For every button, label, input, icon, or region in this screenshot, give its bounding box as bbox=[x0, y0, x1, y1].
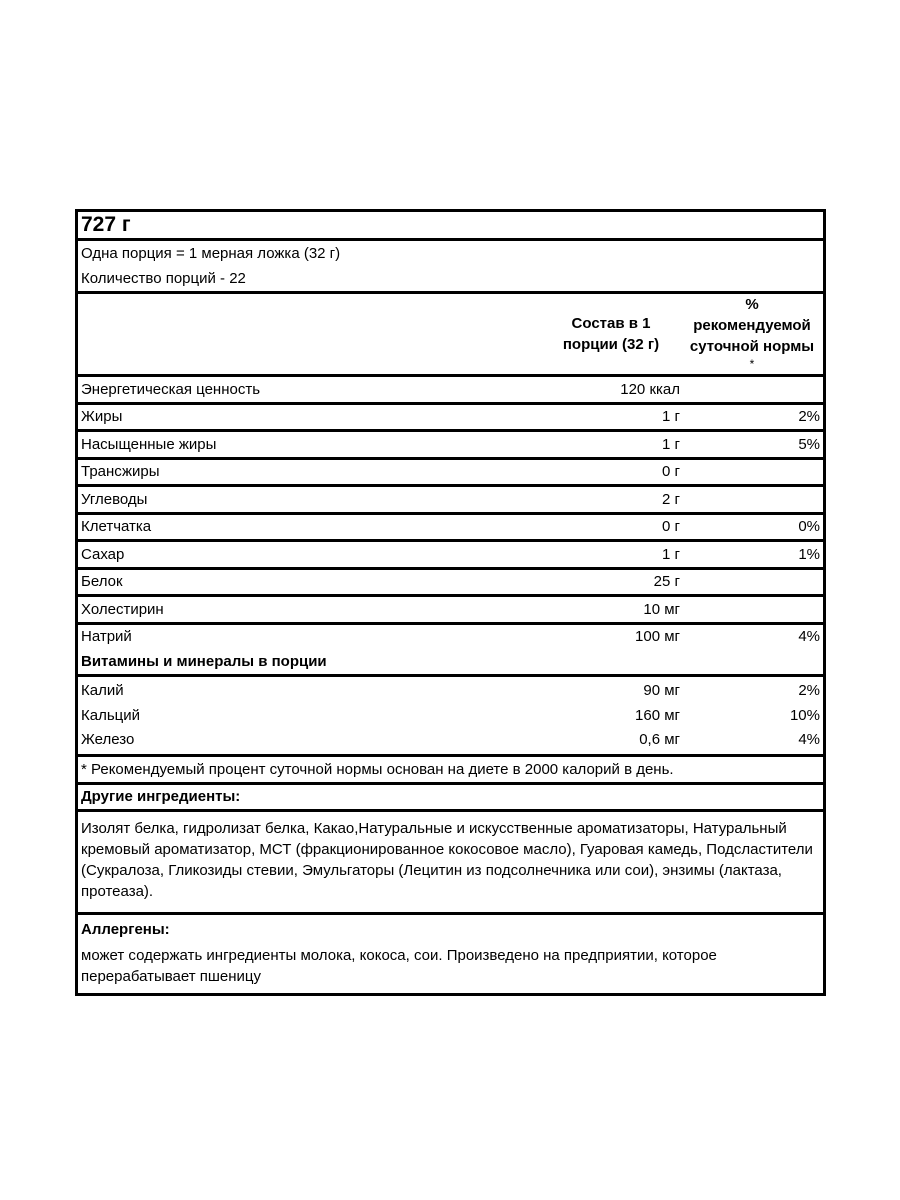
vitamins-title-text: Витамины и минералы в порции bbox=[81, 652, 327, 670]
header-pct-sign: % bbox=[745, 296, 759, 313]
net-weight: 727 г bbox=[78, 212, 823, 241]
table-row bbox=[78, 728, 823, 753]
nutrient-value: 0 г bbox=[662, 518, 680, 536]
header-per-serving: Состав в 1 порции (32 г) bbox=[562, 315, 660, 353]
nutrient-name: Жиры bbox=[81, 408, 123, 426]
serving-size: Одна порция = 1 мерная ложка (32 г) bbox=[81, 245, 341, 262]
nutrient-value: 100 мг bbox=[635, 628, 680, 646]
allergens bbox=[78, 915, 823, 993]
header-daily-value bbox=[681, 294, 823, 374]
header-star: * bbox=[749, 357, 755, 371]
nutrient-name: Калий bbox=[81, 682, 124, 700]
nutrient-value: 90 мг bbox=[643, 682, 680, 700]
ingredients-title bbox=[78, 785, 823, 813]
allergens-title: Аллергены: bbox=[81, 921, 170, 938]
nutrient-pct: 0% bbox=[798, 518, 820, 536]
header-daily-text: рекомендуемой суточной нормы bbox=[689, 317, 815, 355]
nutrient-name: Железо bbox=[81, 731, 135, 749]
table-row bbox=[78, 679, 823, 704]
nutrition-label bbox=[75, 209, 826, 996]
table-row bbox=[78, 570, 823, 598]
footnote bbox=[78, 757, 823, 785]
nutrient-pct: 4% bbox=[798, 628, 820, 646]
nutrient-pct: 5% bbox=[798, 435, 820, 453]
minerals-list bbox=[78, 677, 823, 758]
servings-count: Количество порций - 22 bbox=[81, 270, 246, 287]
nutrient-pct: 2% bbox=[798, 408, 820, 426]
table-row bbox=[78, 515, 823, 543]
nutrient-value: 1 г bbox=[662, 545, 680, 563]
table-row bbox=[78, 625, 823, 650]
allergens-text: может содержать ингредиенты молока, кокоса, сои. Произведено на предприятии, которое перерабатывает пшеницу bbox=[81, 947, 717, 985]
table-row bbox=[78, 542, 823, 570]
nutrient-value: 0,6 мг bbox=[639, 731, 680, 749]
ingredients-text: Изолят белка, гидролизат белка, Какао,Натуральные и искусственные ароматизаторы, Натуральный кремовый ароматизатор, МСТ (фракционированное кокосовое масло), Гуаровая камедь, Подсластители (Сукралоза, Гликозиды стевии, Эмульгаторы (Лецитин из подсолнечника или сои), энзимы (лактаза, протеаза). bbox=[78, 812, 823, 915]
nutrient-value: 160 мг bbox=[635, 706, 680, 724]
nutrient-name: Холестирин bbox=[81, 600, 164, 618]
table-row bbox=[78, 487, 823, 515]
nutrient-name: Энергетическая ценность bbox=[81, 380, 261, 398]
nutrient-name: Сахар bbox=[81, 545, 125, 563]
nutrient-pct: 10% bbox=[789, 706, 820, 724]
nutrient-value: 0 г bbox=[662, 463, 680, 481]
footnote-text: * Рекомендуемый процент суточной нормы основан на диете в 2000 калорий в день. bbox=[81, 760, 674, 778]
nutrient-value: 1 г bbox=[662, 435, 680, 453]
nutrient-value: 1 г bbox=[662, 408, 680, 426]
nutrient-name: Клетчатка bbox=[81, 518, 152, 536]
nutrient-pct: 4% bbox=[798, 731, 820, 749]
nutrient-value: 25 г bbox=[653, 573, 680, 591]
table-row bbox=[78, 377, 823, 405]
nutrient-name: Натрий bbox=[81, 628, 132, 646]
table-row bbox=[78, 432, 823, 460]
nutrient-pct: 2% bbox=[798, 682, 820, 700]
table-row bbox=[78, 460, 823, 488]
nutrient-value: 120 ккал bbox=[620, 380, 680, 398]
nutrient-name: Трансжиры bbox=[81, 463, 160, 481]
nutrient-name: Белок bbox=[81, 573, 123, 591]
nutrient-value: 2 г bbox=[662, 490, 680, 508]
nutrient-pct: 1% bbox=[798, 545, 820, 563]
nutrient-name: Углеводы bbox=[81, 490, 148, 508]
table-header bbox=[78, 294, 823, 377]
serving-info bbox=[78, 241, 823, 294]
nutrient-name: Кальций bbox=[81, 706, 140, 724]
vitamins-title bbox=[78, 649, 823, 677]
table-row bbox=[78, 597, 823, 625]
nutrient-name: Насыщенные жиры bbox=[81, 435, 217, 453]
table-row bbox=[78, 405, 823, 433]
nutrient-value: 10 мг bbox=[643, 600, 680, 618]
table-row bbox=[78, 703, 823, 728]
ingredients-title-text: Другие ингредиенты: bbox=[81, 788, 241, 806]
